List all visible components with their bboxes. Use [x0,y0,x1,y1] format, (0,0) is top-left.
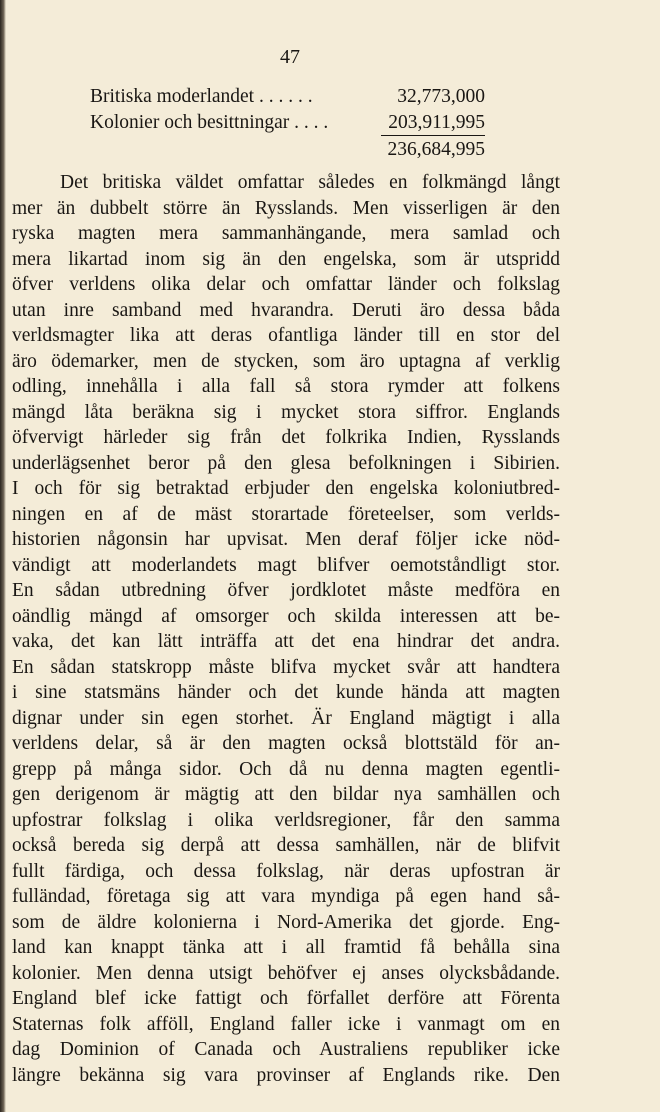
text-line: grepp på många sidor. Och då nu denna magten egentli- [12,758,560,780]
text-line: gen derigenom är mägtig att den bildar nya samhällen och [12,784,560,805]
text-line: vändigt att moderlandets magt blifver oemotståndligt stor. [12,554,560,576]
text-line: mer än dubbelt större än Rysslands. Men visserligen är den [12,197,560,219]
text-line: odling, innehålla i alla fall så stora rymder att folkens [12,376,560,397]
text-line: mängd låta beräkna sig i mycket stora siffror. Englands [12,401,560,423]
text-line: verldens delar, så är den magten också blottstäld för an- [12,733,560,754]
text-line: äro ödemarker, men de stycken, som äro uptagna af verklig [12,350,560,372]
text-line: kolonier. Men denna utsigt behöfver ej anses olycksbådande. [12,962,560,984]
tally-row-value: 203,911,995 [388,112,485,133]
text-line: underlägsenhet beror på den glesa befolkningen i Sibirien. [12,452,560,474]
text-line: Det britiska väldet omfattar således en folkmängd långt [60,172,560,193]
tally-row-label: Britiska moderlandet . . . . . . [90,86,313,107]
text-line: som de äldre kolonierna i Nord-Amerika det gjorde. Eng- [12,911,560,933]
text-line: oändlig mängd af omsorger och skilda interessen att be- [12,605,560,627]
text-line: också bereda sig derpå att dessa samhällen, när de blifvit [12,835,560,856]
tally-row-value: 32,773,000 [397,86,485,107]
text-line: dag Dominion of Canada och Australiens republiker icke [12,1039,560,1060]
text-line: upfostrar folkslag i olika verldsregioner, får den samma [12,809,560,831]
text-line: längre bekänna sig vara provinser af Englands rike. Den [12,1064,560,1086]
text-line: En sådan statskropp måste blifva mycket svår att handtera [12,656,560,678]
text-line: ryska magten mera sammanhängande, mera samlad och [12,223,560,244]
text-line: öfver verldens olika delar och omfattar länder och folkslag [12,274,560,295]
text-line: ningen en af de mäst storartade företeelser, som verlds- [12,503,560,525]
text-line: fulländad, företaga sig att vara myndiga på egen hand så- [12,886,560,907]
text-line: vaka, det kan lätt inträffa att det ena hindrar det andra. [12,631,560,652]
text-line: dignar under sin egen storhet. Är England mägtigt i alla [12,707,560,729]
text-line: i sine statsmäns händer och det kunde hända att magten [12,682,560,703]
text-line: historien någonsin har upvisat. Men deraf följer icke nöd- [12,529,560,550]
text-line: England blef icke fattigt och förfallet derföre att Förenta [12,988,560,1009]
sum-rule [381,135,485,136]
text-line: fullt färdiga, och dessa folkslag, när deras upfostran är [12,860,560,882]
tally-total-value: 236,684,995 [387,139,485,160]
tally-row-label: Kolonier och besittningar . . . . [90,112,329,133]
body-text [12,170,560,1088]
text-line: verldsmagter lika att deras ofantliga länder till en stor del [12,325,560,346]
book-spine-edge [0,0,6,1112]
text-line: öfvervigt härleder sig från det folkrika Indien, Rysslands [12,427,560,448]
page-number: 47 [280,46,300,68]
text-line: I och för sig betraktad erbjuder den engelska koloniutbred- [12,478,560,499]
text-line: mera likartad inom sig än den engelska, som är utspridd [12,248,560,270]
text-line: utan inre samband med hvarandra. Deruti äro dessa båda [12,299,560,321]
text-line: land kan knappt tänka att i all framtid få behålla sina [12,937,560,958]
text-line: En sådan utbredning öfver jordklotet måste medföra en [12,580,560,601]
text-line: Staternas folk afföll, England faller icke i vanmagt om en [12,1013,560,1035]
